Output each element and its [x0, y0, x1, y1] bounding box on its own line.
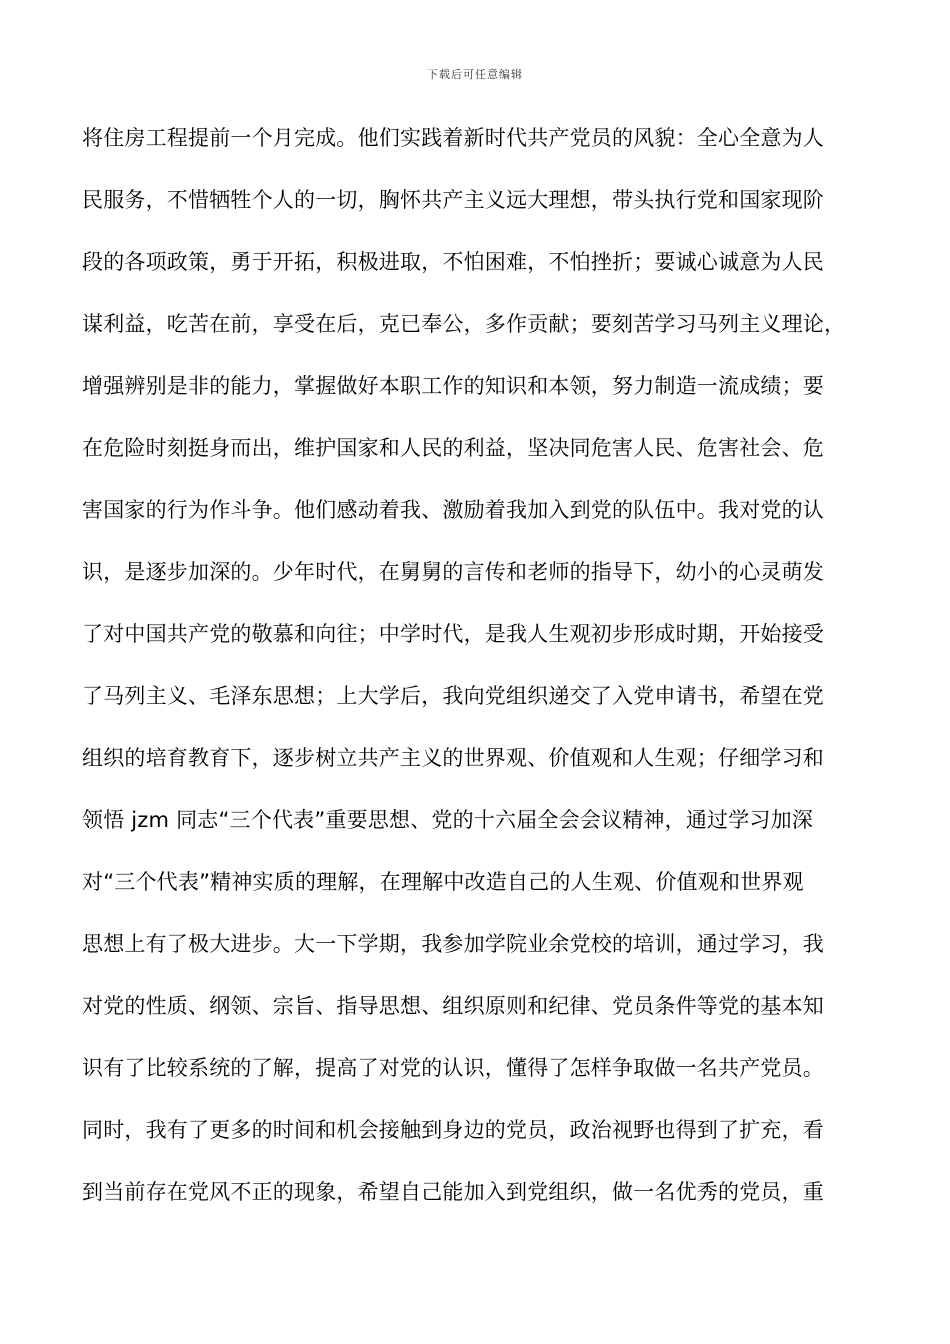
text-line: 了对中国共产党的敬慕和向往；中学时代，是我人生观初步形成时期，开始接受: [82, 622, 824, 646]
text-line: 段的各项政策，勇于开拓，积极进取，不怕困难，不怕挫折；要诚心诚意为人民: [82, 250, 824, 274]
text-line: 民服务，不惜牺牲个人的一切，胸怀共产主义远大理想，带头执行党和国家现阶: [82, 188, 824, 212]
text-line: 同时，我有了更多的时间和机会接触到身边的党员，政治视野也得到了扩充，看: [82, 1118, 824, 1142]
text-line: 到当前存在党风不正的现象，希望自己能加入到党组织，做一名优秀的党员，重: [82, 1180, 824, 1204]
text-line: 将住房工程提前一个月完成。他们实践着新时代共产党员的风貌：全心全意为人: [82, 126, 824, 150]
text-line: 领悟 jzm 同志“三个代表”重要思想、党的十六届全会会议精神，通过学习加深: [82, 808, 814, 832]
text-line: 增强辨别是非的能力，掌握做好本职工作的知识和本领，努力制造一流成绩；要: [82, 374, 824, 398]
text-line: 了马列主义、毛泽东思想；上大学后，我向党组织递交了入党申请书，希望在党: [82, 684, 824, 708]
text-line: 谋利益，吃苦在前，享受在后，克已奉公，多作贡献；要刻苦学习马列主义理论，: [82, 312, 846, 336]
text-line: 识有了比较系统的了解，提高了对党的认识，懂得了怎样争取做一名共产党员。: [82, 1056, 824, 1080]
text-line: 害国家的行为作斗争。他们感动着我、激励着我加入到党的队伍中。我对党的认: [82, 498, 824, 522]
text-line: 在危险时刻挺身而出，维护国家和人民的利益，坚决同危害人民、危害社会、危: [82, 436, 824, 460]
text-line: 思想上有了极大进步。大一下学期，我参加学院业余党校的培训，通过学习，我: [82, 932, 824, 956]
text-line: 识，是逐步加深的。少年时代，在舅舅的言传和老师的指导下，幼小的心灵萌发: [82, 560, 824, 584]
header-note: 下载后可任意编辑: [427, 68, 523, 81]
body-text: [82, 118, 882, 1234]
text-line: 组织的培育教育下，逐步树立共产主义的世界观、价值观和人生观；仔细学习和: [82, 746, 824, 770]
text-line: 对“三个代表”精神实质的理解，在理解中改造自己的人生观、价值观和世界观: [82, 870, 804, 894]
text-line: 对党的性质、纲领、宗旨、指导思想、组织原则和纪律、党员条件等党的基本知: [82, 994, 824, 1018]
